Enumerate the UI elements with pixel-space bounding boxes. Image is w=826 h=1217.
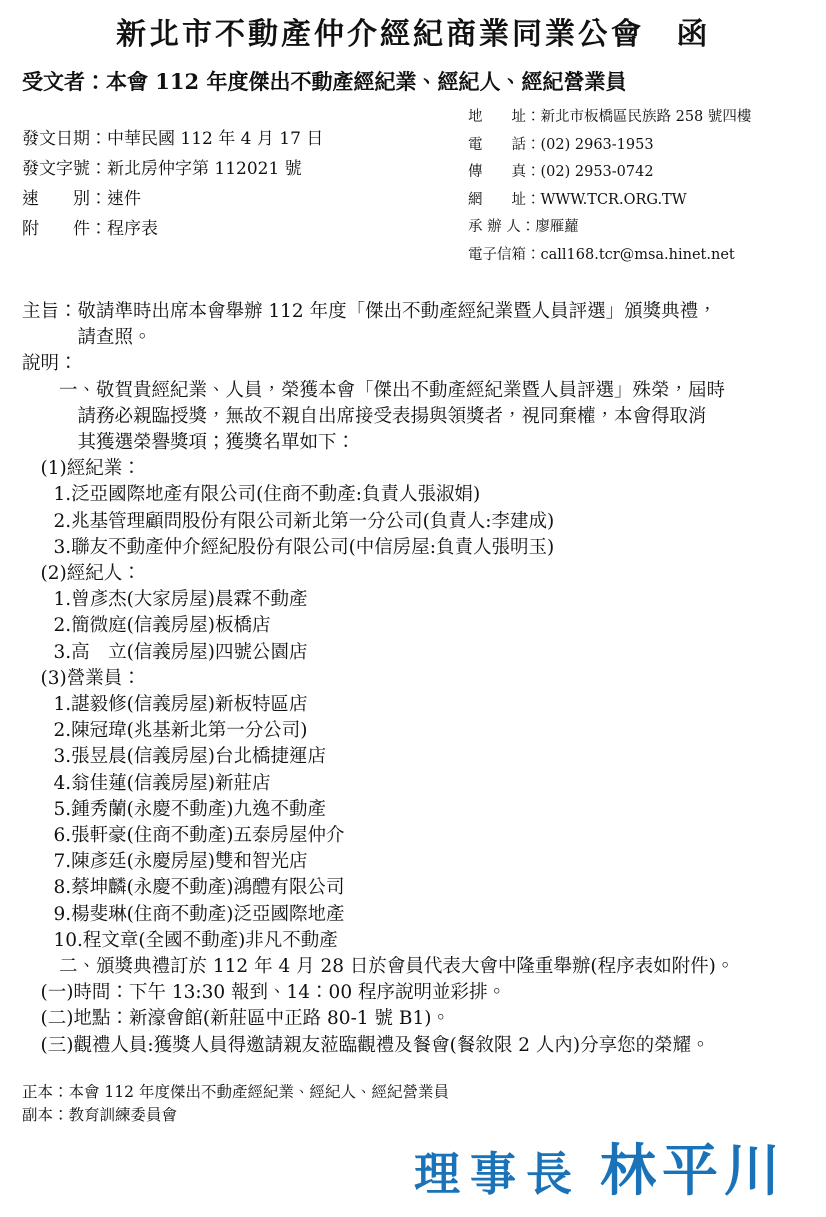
meta-value: 新北市板橋區民族路 258 號四樓 xyxy=(540,109,752,125)
body-line-text: 1.諶毅修(信義房屋)新板特區店 xyxy=(53,694,308,716)
meta-row xyxy=(468,132,804,160)
meta-row xyxy=(22,184,323,214)
meta-row xyxy=(22,214,323,244)
body-line-text: 3.張昱晨(信義房屋)台北橋捷運店 xyxy=(53,746,327,768)
footer-section xyxy=(22,1081,804,1127)
body-line-text: 3.聯友不動產仲介經紀股份有限公司(中信房屋:負責人張明玉) xyxy=(53,536,555,558)
body-line-text: 4.翁佳蓮(信義房屋)新莊店 xyxy=(53,772,271,794)
chairman-name: 林平川 xyxy=(600,1137,786,1204)
body-line-text: 一、敬賀貴經紀業、人員，榮獲本會「傑出不動產經紀業暨人員評選」殊榮，屆時 xyxy=(59,379,726,401)
body-line-text: 請務必親臨授獎，無故不親自出席接受表揚與領獎者，視同棄權，本會得取消 xyxy=(77,405,707,427)
meta-row xyxy=(468,187,804,215)
body-line xyxy=(22,1006,804,1032)
body-line xyxy=(22,823,804,849)
meta-label: 網 址： xyxy=(468,191,541,208)
body-line xyxy=(22,1033,804,1059)
body-line-text: 2.簡微庭(信義房屋)板橋店 xyxy=(53,615,271,637)
meta-row xyxy=(22,154,323,184)
body-line-text: 10.程文章(全國不動產)非凡不動產 xyxy=(53,929,338,951)
body-line-text: (3)營業員： xyxy=(40,667,141,689)
body-line-text: (1)經紀業： xyxy=(40,458,141,480)
body-line xyxy=(22,744,804,770)
body-line xyxy=(22,718,804,744)
body-line xyxy=(22,509,804,535)
meta-label: 附 件： xyxy=(22,219,107,239)
body-line xyxy=(22,954,804,980)
meta-label: 發文字號： xyxy=(22,159,107,179)
body-line xyxy=(22,535,804,561)
meta-row xyxy=(468,104,804,132)
document-title: 新北市不動產仲介經紀商業同業公會 函 xyxy=(116,17,710,52)
meta-label: 電子信箱： xyxy=(468,246,541,263)
body-line xyxy=(22,928,804,954)
body-line xyxy=(22,980,804,1006)
body-line-text: 請查照。 xyxy=(77,327,152,349)
original-copy-line: 正本：本會 112 年度傑出不動產經紀業、經紀人、經紀營業員 xyxy=(22,1082,449,1101)
meta-value: (02) 2963-1953 xyxy=(540,136,654,153)
body-line xyxy=(22,482,804,508)
body-line-text: (2)經紀人： xyxy=(40,563,141,585)
body-line-text: 5.鍾秀蘭(永慶不動產)九逸不動產 xyxy=(53,798,327,820)
body-line xyxy=(22,299,804,325)
body-line xyxy=(22,640,804,666)
meta-right-block xyxy=(468,104,804,269)
meta-value: 廖雁蘿 xyxy=(535,219,579,235)
body-line-text: 二、頒獎典禮訂於 112 年 4 月 28 日於會員代表大會中隆重舉辦(程序表如附件)。 xyxy=(59,956,735,978)
body-line-text: 1.泛亞國際地產有限公司(住商不動產:負責人張淑娟) xyxy=(53,484,481,506)
body-line-text: 1.曾彥杰(大家房屋)晨霖不動產 xyxy=(53,589,308,611)
meta-label: 地 址： xyxy=(468,109,541,125)
body-line-text: 主旨：敬請準時出席本會舉辦 112 年度「傑出不動產經紀業暨人員評選」頒獎典禮， xyxy=(22,301,717,322)
body-line xyxy=(22,561,804,587)
meta-label: 速 別： xyxy=(22,189,107,209)
meta-left-block xyxy=(22,104,323,244)
meta-value: 新北房仲字第 112021 號 xyxy=(107,159,302,179)
body-line xyxy=(22,430,804,456)
body-section xyxy=(22,299,804,1059)
body-line-text: 9.楊斐琳(住商不動產)泛亞國際地產 xyxy=(53,903,345,925)
meta-value: WWW.TCR.ORG.TW xyxy=(540,191,687,208)
meta-label: 承 辦 人： xyxy=(468,219,536,235)
meta-row xyxy=(468,242,804,270)
meta-value: call168.tcr@msa.hinet.net xyxy=(540,246,735,263)
body-line xyxy=(22,771,804,797)
body-line xyxy=(22,351,804,377)
body-line xyxy=(22,875,804,901)
meta-label: 發文日期： xyxy=(22,129,107,149)
body-line-text: 2.陳冠瑋(兆基新北第一分公司) xyxy=(53,720,308,742)
meta-label: 電 話： xyxy=(468,136,541,153)
meta-value: (02) 2953-0742 xyxy=(540,164,654,180)
body-line xyxy=(22,902,804,928)
chairman-title: 理事長 xyxy=(414,1146,582,1201)
signature-block xyxy=(22,1127,804,1207)
body-line-text: 7.陳彥廷(永慶房屋)雙和智光店 xyxy=(53,851,308,873)
body-line xyxy=(22,613,804,639)
body-line xyxy=(22,797,804,823)
meta-value: 程序表 xyxy=(107,219,158,239)
body-line xyxy=(22,587,804,613)
recipient-line: 受文者：本會 112 年度傑出不動產經紀業、經紀人、經紀營業員 xyxy=(22,69,627,94)
body-line-text: 說明： xyxy=(22,353,78,375)
body-line xyxy=(22,378,804,404)
meta-section xyxy=(22,104,804,269)
body-line-text: 3.高 立(信義房屋)四號公園店 xyxy=(53,641,308,663)
meta-label: 傳 真： xyxy=(468,164,541,180)
body-line-text: (一)時間：下午 13:30 報到、14：00 程序說明並彩排。 xyxy=(40,982,506,1004)
body-line-text: (三)觀禮人員:獲獎人員得邀請親友蒞臨觀禮及餐會(餐敘限 2 人內)分享您的榮耀。 xyxy=(40,1034,710,1056)
meta-value: 中華民國 112 年 4 月 17 日 xyxy=(107,129,324,149)
meta-row xyxy=(22,124,323,154)
body-line-text: 8.蔡坤麟(永慶不動產)鴻醴有限公司 xyxy=(53,877,345,899)
body-line-text: 2.兆基管理顧問股份有限公司新北第一分公司(負責人:李建成) xyxy=(53,510,555,532)
body-line xyxy=(22,325,804,351)
body-line xyxy=(22,404,804,430)
meta-value: 速件 xyxy=(107,189,141,209)
body-line xyxy=(22,692,804,718)
body-line xyxy=(22,456,804,482)
body-line-text: 6.張軒豪(住商不動產)五泰房屋仲介 xyxy=(53,825,345,847)
carbon-copy-line: 副本：教育訓練委員會 xyxy=(22,1105,178,1124)
meta-row xyxy=(468,159,804,187)
body-line-text: (二)地點：新濠會館(新莊區中正路 80-1 號 B1)。 xyxy=(40,1008,450,1030)
meta-row xyxy=(468,214,804,242)
body-line-text: 其獲選榮譽獎項；獲獎名單如下： xyxy=(77,432,356,454)
body-line xyxy=(22,666,804,692)
body-line xyxy=(22,849,804,875)
